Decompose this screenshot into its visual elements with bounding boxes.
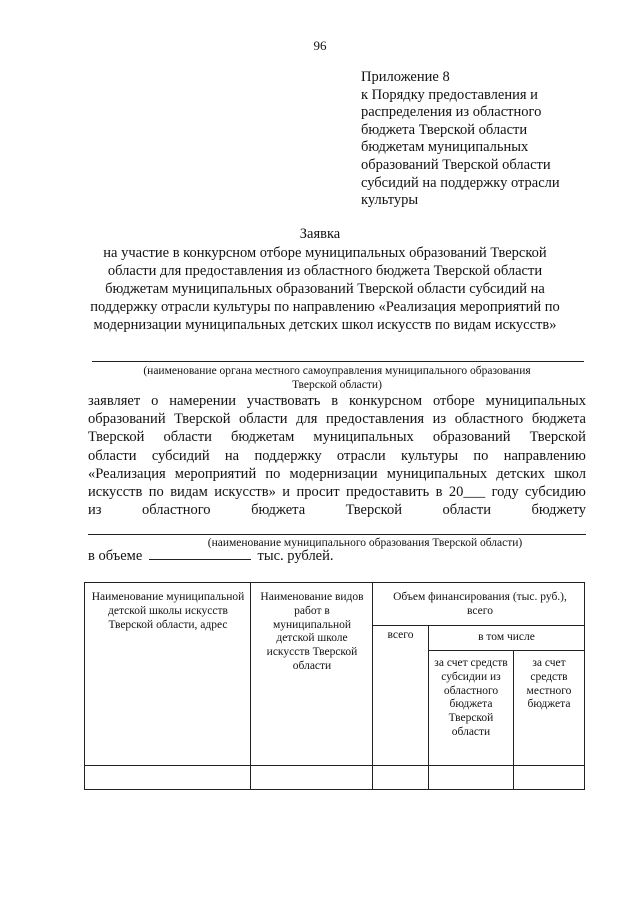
appendix-line: распределения из областного (361, 104, 542, 121)
statement-word: бюджетам (231, 429, 295, 446)
statement-word: модернизации (289, 465, 378, 482)
municipality-caption: (наименование муниципального образования Тверской области) (207, 537, 523, 549)
statement-word: из (432, 411, 447, 428)
statement-word: Тверской (174, 411, 231, 428)
statement-word: школ (554, 465, 586, 482)
subtitle-line: бюджетам муниципальных образований Тверской области субсидий на (105, 281, 545, 297)
col-local-budget-header: за счет средств местного бюджета (526, 657, 572, 711)
statement-word: для (296, 411, 318, 428)
statement-word: области (88, 447, 137, 464)
appendix-line: Приложение 8 (361, 69, 450, 85)
statement-word: муниципальных (485, 393, 586, 409)
statement-word: о (151, 393, 159, 409)
table-cell-total[interactable] (373, 766, 428, 789)
statement-word: году (491, 484, 519, 501)
table-cell-school[interactable] (85, 766, 250, 789)
appendix-line: культуры (361, 192, 419, 209)
col-school-header: Наименование муниципальной детской школы искусств Тверской области, адрес (91, 591, 245, 631)
statement-word: участвовать (246, 393, 321, 409)
appendix-line: к Порядку предоставления и (361, 86, 538, 103)
statement-word: поддержку (254, 447, 322, 464)
page-number: 96 (313, 38, 327, 53)
statement-word: предоставить (346, 484, 430, 501)
statement-word: заявляет (88, 393, 141, 409)
statement-word: областного (142, 502, 211, 519)
appendix-line: образований Тверской области (361, 156, 551, 173)
statement-word: области (163, 429, 212, 446)
volume-prefix: в объеме (88, 548, 143, 564)
table-cell-regional[interactable] (429, 766, 513, 789)
appendix-line: бюджета Тверской области (361, 121, 528, 138)
statement-word: просит (296, 484, 340, 501)
document-title: Заявка (299, 226, 341, 242)
statement-word: предоставления (325, 411, 425, 428)
statement-word: на (224, 447, 240, 464)
subtitle-line: области для предоставления из областного бюджета Тверской области (107, 263, 543, 279)
col-including-header: в том числе (478, 631, 535, 643)
subtitle-line: модернизации муниципальных детских школ искусств по видам искусств» (93, 317, 557, 333)
statement-word: искусств» (214, 484, 276, 501)
statement-word: культуры (400, 447, 459, 464)
volume-suffix: тыс. рублей. (257, 548, 334, 564)
statement-word: направлению (503, 447, 586, 464)
appendix-line: субсидий на поддержку отрасли (361, 174, 560, 191)
statement-word: по (473, 447, 489, 464)
statement-word: бюджету (531, 502, 586, 519)
statement-word: видам (170, 484, 208, 501)
subtitle-line: на участие в конкурсном отборе муниципальных образований Тверской (103, 245, 547, 261)
statement-word: и (282, 484, 291, 501)
subtitle-line: поддержку отрасли культуры по направлению «Реализация мероприятий по (90, 299, 560, 315)
statement-word: бюджета (531, 411, 586, 428)
appendix-line: бюджетам муниципальных (361, 139, 529, 156)
statement-word: мероприятий (174, 465, 257, 482)
statement-word: муниципальных (313, 429, 414, 446)
col-works-header: Наименование видов работ в муниципальной детской школе искусств Тверской области (260, 591, 364, 672)
org-caption-line1: (наименование органа местного самоуправления муниципального образования (143, 365, 531, 377)
statement-word: муниципальных (386, 465, 488, 482)
statement-word: из (88, 502, 102, 519)
statement-word: субсидию (525, 484, 586, 501)
statement-word: образований (88, 411, 166, 428)
statement-word: детских (496, 465, 546, 482)
statement-word: отборе (432, 393, 475, 409)
statement-word: в (435, 484, 443, 501)
statement-word: отрасли (336, 447, 386, 464)
org-caption-line2: Тверской области) (292, 379, 382, 391)
statement-word: Тверской (88, 429, 145, 446)
statement-word: намерении (169, 393, 237, 409)
statement-word: области (239, 411, 288, 428)
statement-word: «Реализация (88, 465, 166, 482)
statement-word: бюджета (251, 502, 306, 519)
statement-word: конкурсном (349, 393, 423, 409)
statement-word: по (265, 465, 281, 482)
statement-word: по (148, 484, 164, 501)
statement-word: субсидий (151, 447, 210, 464)
statement-word: Тверской (345, 502, 402, 519)
statement-word: областного (454, 411, 524, 428)
table-cell-works[interactable] (251, 766, 372, 789)
statement-word: 20___ (448, 484, 486, 501)
col-total-header: всего (387, 629, 414, 641)
table-cell-local[interactable] (514, 766, 584, 789)
statement-word: искусств (88, 484, 143, 501)
statement-word: Тверской (529, 429, 586, 446)
col-regional-budget-header: за счет средств субсидии из областного бюджета Тверской области (434, 657, 508, 738)
statement-word: области (442, 502, 491, 519)
statement-word: в (331, 393, 339, 409)
col-funding-header: Объем финансирования (тыс. руб.), всего (393, 591, 567, 617)
statement-word: образований (432, 429, 511, 446)
